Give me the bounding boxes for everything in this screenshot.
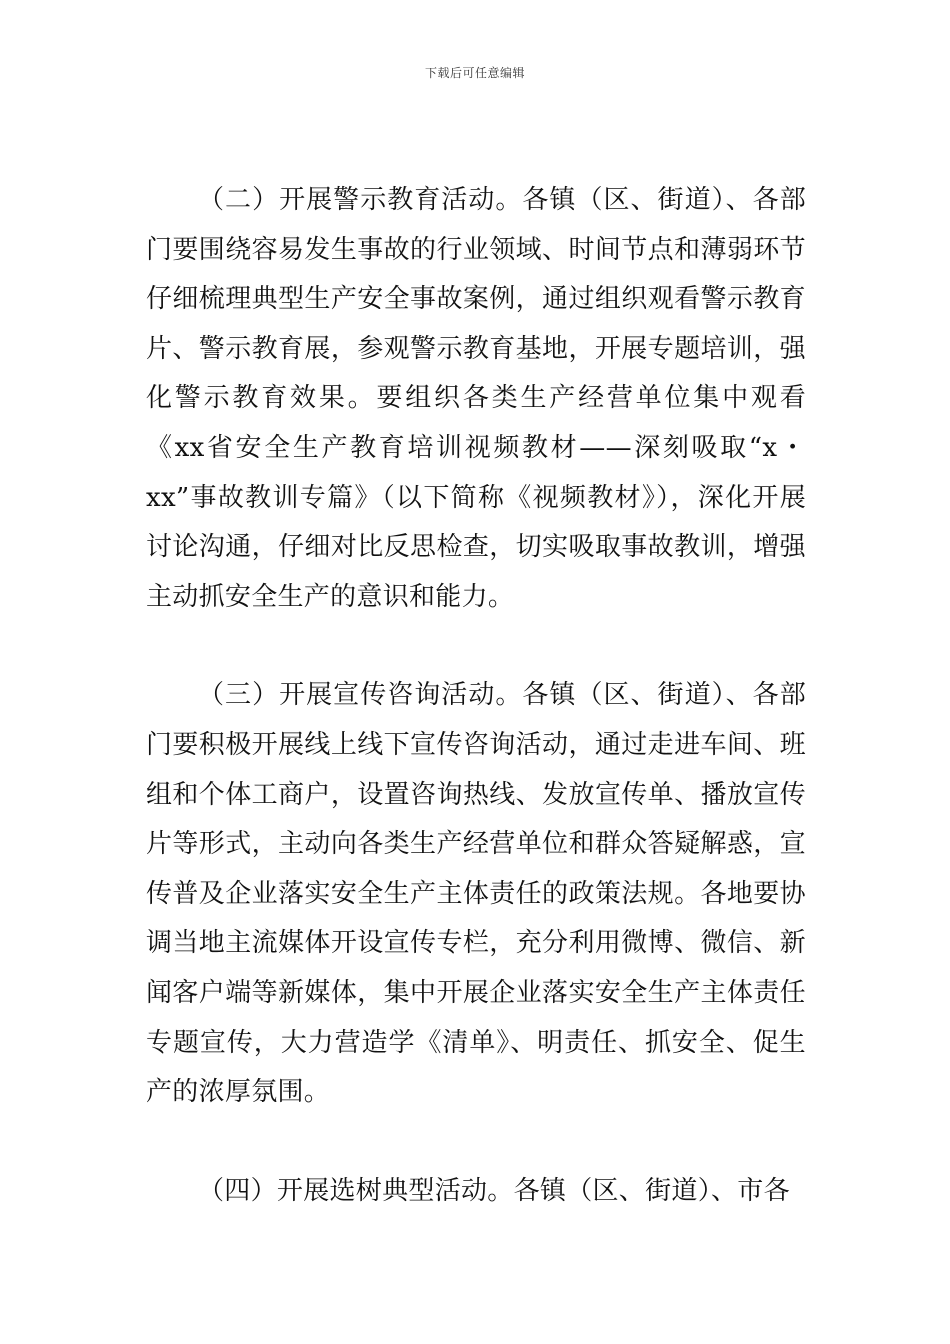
page-header-note: 下载后可任意编辑 [424, 66, 525, 80]
paragraph-spacer [146, 1118, 806, 1167]
paragraph-publicity-consulting: （三）开展宣传咨询活动。各镇（区、街道）、各部门要积极开展线上线下宣传咨询活动，通过走进车间、班组和个体工商户，设置咨询热线、发放宣传单、播放宣传片等形式，主动向各类生产经营单位和群众答疑解惑，宣传普及企业落实安全生产主体责任的政策法规。各地要协调当地主流媒体开设宣传专栏，充分利用微博、微信、新闻客户端等新媒体，集中开展企业落实安全生产主体责任专题宣传，大力营造学《清单》、明责任、抓安全、促生产的浓厚氛围。 [146, 680, 806, 1108]
paragraph-model-selection: （四）开展选树典型活动。各镇（区、街道）、市各 [198, 1175, 790, 1206]
paragraph-spacer [146, 622, 806, 671]
document-body [146, 176, 806, 1216]
paragraph-warning-education: （二）开展警示教育活动。各镇（区、街道）、各部门要围绕容易发生事故的行业领域、时间节点和薄弱环节仔细梳理典型生产安全事故案例，通过组织观看警示教育片、警示教育展，参观警示教育基地，开展专题培训，强化警示教育效果。要组织各类生产经营单位集中观看《xx省安全生产教育培训视频教材——深刻吸取“x・xx”事故教训专篇》（以下简称《视频教材》），深化开展讨论沟通，仔细对比反思检查，切实吸取事故教训，增强主动抓安全生产的意识和能力。 [146, 185, 806, 612]
